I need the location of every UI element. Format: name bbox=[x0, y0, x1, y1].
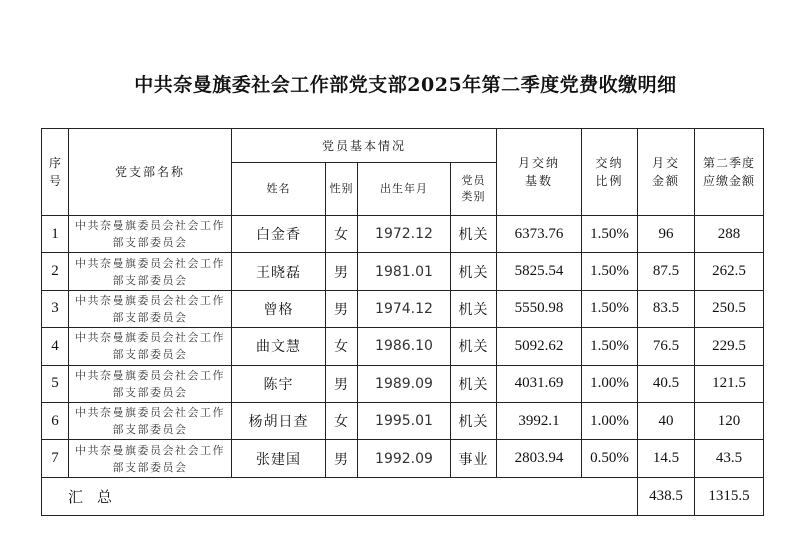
header-base: 月交纳基数 bbox=[497, 129, 582, 216]
cell-monthly: 83.5 bbox=[638, 290, 695, 327]
total-row bbox=[42, 477, 764, 515]
cell-gender: 女 bbox=[326, 402, 358, 439]
cell-name: 曲文慧 bbox=[232, 328, 326, 365]
cell-category: 机关 bbox=[451, 328, 497, 365]
cell-gender: 女 bbox=[326, 216, 358, 253]
cell-monthly: 96 bbox=[638, 216, 695, 253]
table-row bbox=[42, 402, 764, 439]
cell-ratio: 1.50% bbox=[582, 216, 638, 253]
cell-quarter: 120 bbox=[695, 402, 764, 439]
cell-category: 机关 bbox=[451, 365, 497, 402]
cell-branch: 中共奈曼旗委员会社会工作部支部委员会 bbox=[69, 253, 232, 290]
cell-branch: 中共奈曼旗委员会社会工作部支部委员会 bbox=[69, 402, 232, 439]
cell-category: 事业 bbox=[451, 440, 497, 477]
total-quarter: 1315.5 bbox=[695, 477, 764, 515]
cell-ratio: 1.00% bbox=[582, 365, 638, 402]
cell-branch: 中共奈曼旗委员会社会工作部支部委员会 bbox=[69, 290, 232, 327]
cell-name: 白金香 bbox=[232, 216, 326, 253]
cell-category: 机关 bbox=[451, 216, 497, 253]
header-branch: 党支部名称 bbox=[69, 129, 232, 216]
cell-base: 5550.98 bbox=[497, 290, 582, 327]
cell-quarter: 262.5 bbox=[695, 253, 764, 290]
cell-birth: 1986.10 bbox=[358, 328, 451, 365]
cell-birth: 1972.12 bbox=[358, 216, 451, 253]
header-monthly: 月交金额 bbox=[638, 129, 695, 216]
table-row bbox=[42, 253, 764, 290]
table-row bbox=[42, 290, 764, 327]
cell-monthly: 40.5 bbox=[638, 365, 695, 402]
cell-gender: 男 bbox=[326, 290, 358, 327]
cell-base: 2803.94 bbox=[497, 440, 582, 477]
cell-quarter: 288 bbox=[695, 216, 764, 253]
cell-ratio: 0.50% bbox=[582, 440, 638, 477]
header-birth: 出生年月 bbox=[358, 163, 451, 216]
cell-name: 张建国 bbox=[232, 440, 326, 477]
cell-base: 4031.69 bbox=[497, 365, 582, 402]
cell-name: 杨胡日查 bbox=[232, 402, 326, 439]
cell-seq: 4 bbox=[42, 328, 69, 365]
total-monthly: 438.5 bbox=[638, 477, 695, 515]
table-row bbox=[42, 328, 764, 365]
table-row bbox=[42, 440, 764, 477]
header-name: 姓名 bbox=[232, 163, 326, 216]
cell-seq: 1 bbox=[42, 216, 69, 253]
cell-seq: 3 bbox=[42, 290, 69, 327]
cell-base: 6373.76 bbox=[497, 216, 582, 253]
cell-name: 陈宇 bbox=[232, 365, 326, 402]
cell-base: 3992.1 bbox=[497, 402, 582, 439]
cell-ratio: 1.50% bbox=[582, 328, 638, 365]
cell-quarter: 229.5 bbox=[695, 328, 764, 365]
cell-name: 王晓磊 bbox=[232, 253, 326, 290]
header-member-info: 党员基本情况 bbox=[232, 129, 497, 163]
total-label: 汇总 bbox=[42, 477, 638, 515]
cell-monthly: 87.5 bbox=[638, 253, 695, 290]
cell-category: 机关 bbox=[451, 253, 497, 290]
cell-seq: 5 bbox=[42, 365, 69, 402]
cell-monthly: 76.5 bbox=[638, 328, 695, 365]
cell-gender: 男 bbox=[326, 365, 358, 402]
cell-quarter: 43.5 bbox=[695, 440, 764, 477]
header-seq: 序号 bbox=[42, 129, 69, 216]
cell-branch: 中共奈曼旗委员会社会工作部支部委员会 bbox=[69, 328, 232, 365]
header-quarter: 第二季度应缴金额 bbox=[695, 129, 764, 216]
cell-seq: 6 bbox=[42, 402, 69, 439]
header-category: 党员类别 bbox=[451, 163, 497, 216]
cell-gender: 男 bbox=[326, 253, 358, 290]
cell-seq: 7 bbox=[42, 440, 69, 477]
cell-base: 5092.62 bbox=[497, 328, 582, 365]
cell-birth: 1992.09 bbox=[358, 440, 451, 477]
header-row-1 bbox=[42, 129, 764, 163]
page-title: 中共奈曼旗委社会工作部党支部2025年第二季度党费收缴明细 bbox=[134, 74, 677, 96]
cell-birth: 1981.01 bbox=[358, 253, 451, 290]
cell-monthly: 40 bbox=[638, 402, 695, 439]
cell-quarter: 250.5 bbox=[695, 290, 764, 327]
cell-ratio: 1.50% bbox=[582, 290, 638, 327]
cell-birth: 1974.12 bbox=[358, 290, 451, 327]
cell-base: 5825.54 bbox=[497, 253, 582, 290]
cell-gender: 女 bbox=[326, 328, 358, 365]
table-row bbox=[42, 216, 764, 253]
cell-ratio: 1.50% bbox=[582, 253, 638, 290]
dues-table bbox=[41, 128, 764, 516]
cell-name: 曾格 bbox=[232, 290, 326, 327]
header-ratio: 交纳比例 bbox=[582, 129, 638, 216]
cell-birth: 1989.09 bbox=[358, 365, 451, 402]
cell-birth: 1995.01 bbox=[358, 402, 451, 439]
table-row bbox=[42, 365, 764, 402]
header-gender: 性别 bbox=[326, 163, 358, 216]
cell-seq: 2 bbox=[42, 253, 69, 290]
cell-quarter: 121.5 bbox=[695, 365, 764, 402]
cell-category: 机关 bbox=[451, 290, 497, 327]
cell-category: 机关 bbox=[451, 402, 497, 439]
cell-ratio: 1.00% bbox=[582, 402, 638, 439]
cell-gender: 男 bbox=[326, 440, 358, 477]
cell-branch: 中共奈曼旗委员会社会工作部支部委员会 bbox=[69, 440, 232, 477]
cell-branch: 中共奈曼旗委员会社会工作部支部委员会 bbox=[69, 365, 232, 402]
cell-monthly: 14.5 bbox=[638, 440, 695, 477]
cell-branch: 中共奈曼旗委员会社会工作部支部委员会 bbox=[69, 216, 232, 253]
